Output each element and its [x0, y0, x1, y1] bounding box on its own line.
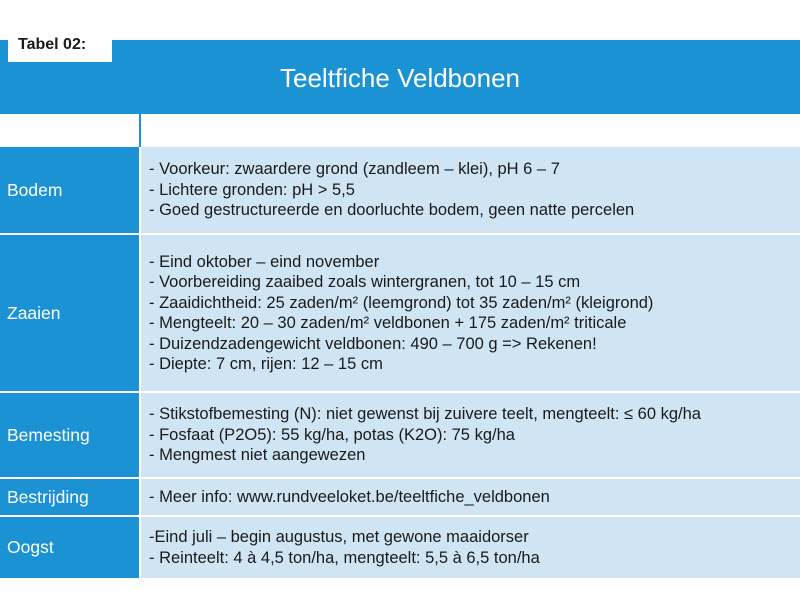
row-content-bemesting: [140, 392, 800, 478]
list-item: - Fosfaat (P2O5): 55 kg/ha, potas (K2O): 75 kg/ha: [149, 425, 515, 444]
cultivation-table: [0, 112, 800, 578]
row-label-bestrijding: Bestrijding: [0, 478, 140, 516]
list-item: - Stikstofbemesting (N): niet gewenst bij zuivere teelt, mengteelt: ≤ 60 kg/ha: [149, 405, 701, 424]
list-item: - Diepte: 7 cm, rijen: 12 – 15 cm: [149, 355, 383, 373]
list-item: - Eind oktober – eind november: [149, 252, 380, 271]
header-cell-label: [0, 113, 140, 146]
table-row-zaaien: [0, 234, 800, 392]
table-row-oogst: [0, 516, 800, 578]
row-content-bestrijding: [140, 478, 800, 516]
table-row-bemesting: [0, 392, 800, 478]
row-label-zaaien: Zaaien: [0, 234, 140, 392]
list-item: - Goed gestructureerde en doorluchte bodem, geen natte percelen: [149, 201, 635, 220]
list-item: - Reinteelt: 4 à 4,5 ton/ha, mengteelt: 5,5 à 6,5 ton/ha: [149, 548, 540, 567]
list-item: - Lichtere gronden: pH > 5,5: [149, 180, 355, 199]
table-row-bestrijding: [0, 478, 800, 516]
row-label-bemesting: Bemesting: [0, 392, 140, 478]
list-item: - Voorkeur: zwaardere grond (zandleem – klei), pH 6 – 7: [149, 160, 560, 179]
row-label-oogst: Oogst: [0, 516, 140, 578]
row-content-zaaien: [140, 234, 800, 392]
list-item: - Zaaidichtheid: 25 zaden/m² (leemgrond) tot 35 zaden/m² (kleigrond): [149, 293, 654, 312]
table-number-label: Tabel 02:: [8, 30, 112, 62]
table-title: Teeltfiche Veldbonen: [0, 40, 800, 112]
list-item: - Voorbereiding zaaibed zoals wintergranen, tot 10 – 15 cm: [149, 273, 581, 291]
list-item: -Eind juli – begin augustus, met gewone maaidorser: [149, 528, 529, 546]
header-row-empty: [0, 113, 800, 146]
list-item: - Mengteelt: 20 – 30 zaden/m² veldbonen + 175 zaden/m² triticale: [149, 314, 627, 332]
header-cell-content: [140, 113, 800, 146]
table-row-bodem: [0, 146, 800, 234]
list-item: - Mengmest niet aangewezen: [149, 446, 366, 465]
row-content-oogst: [140, 516, 800, 578]
row-content-bodem: [140, 146, 800, 234]
list-item: - Duizendzadengewicht veldbonen: 490 – 700 g => Rekenen!: [149, 334, 597, 353]
list-item: - Meer info: www.rundveeloket.be/teeltfiche_veldbonen: [149, 487, 550, 506]
row-label-bodem: Bodem: [0, 146, 140, 234]
